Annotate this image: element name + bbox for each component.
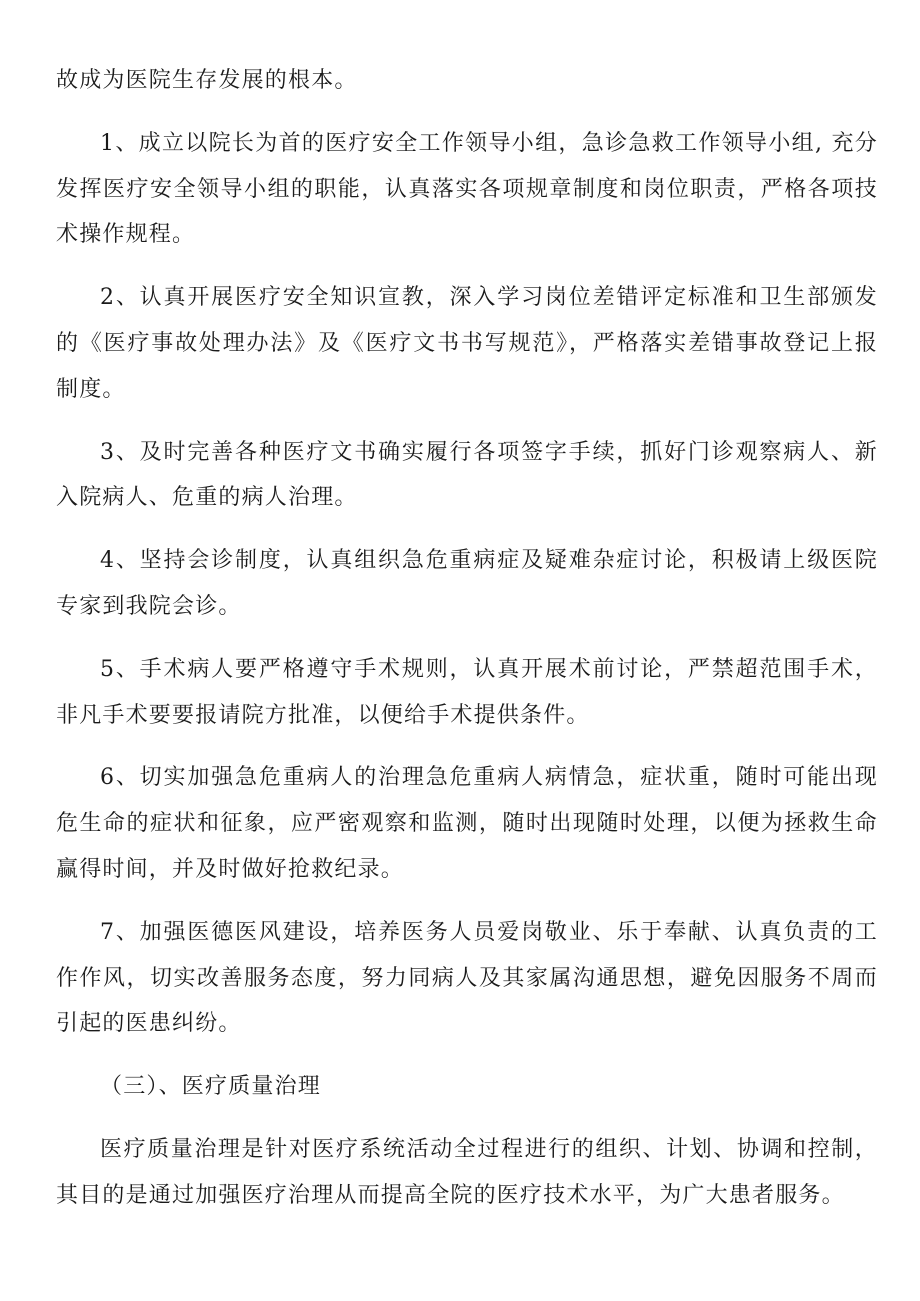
section-heading: （三）、医疗质量治理 [100, 1074, 322, 1100]
list-item-7: 7、加强医德医风建设，培养医务人员爱岗敬业、乐于奉献、认真负责的工作作风，切实改善服务态度，努力同病人及其家属沟通思想，避免因服务不周而引起的医患纠纷。 [56, 919, 878, 1037]
document-page [56, 58, 878, 1236]
list-item-4: 4、坚持会诊制度，认真组织急危重病症及疑难杂症讨论，积极请上级医院专家到我院会诊。 [56, 548, 878, 619]
section-body: 医疗质量治理是针对医疗系统活动全过程进行的组织、计划、协调和控制，其目的是通过加强医疗治理从而提高全院的医疗技术水平，为广大患者服务。 [56, 1136, 878, 1208]
list-item-5: 5、手术病人要严格遵守手术规则，认真开展术前讨论，严禁超范围手术，非凡手术要要报请院方批准，以便给手术提供条件。 [56, 656, 878, 728]
list-item-1: 1、成立以院长为首的医疗安全工作领导小组，急诊急救工作领导小组, 充分发挥医疗安全领导小组的职能，认真落实各项规章制度和岗位职责，严格各项技术操作规程。 [56, 130, 878, 248]
opening-line: 故成为医院生存发展的根本。 [56, 68, 358, 93]
list-item-6: 6、切实加强急危重病人的治理急危重病人病情急，症状重，随时可能出现危生命的症状和征象，应严密观察和监测，随时出现随时处理，以便为拯救生命赢得时间，并及时做好抢救纪录。 [56, 765, 878, 882]
list-item-2: 2、认真开展医疗安全知识宣教，深入学习岗位差错评定标准和卫生部颁发的《医疗事故处理办法》及《医疗文书书写规范》，严格落实差错事故登记上报制度。 [56, 285, 878, 402]
list-item-3: 3、及时完善各种医疗文书确实履行各项签字手续，抓好门诊观察病人、新入院病人、危重的病人治理。 [56, 439, 878, 511]
